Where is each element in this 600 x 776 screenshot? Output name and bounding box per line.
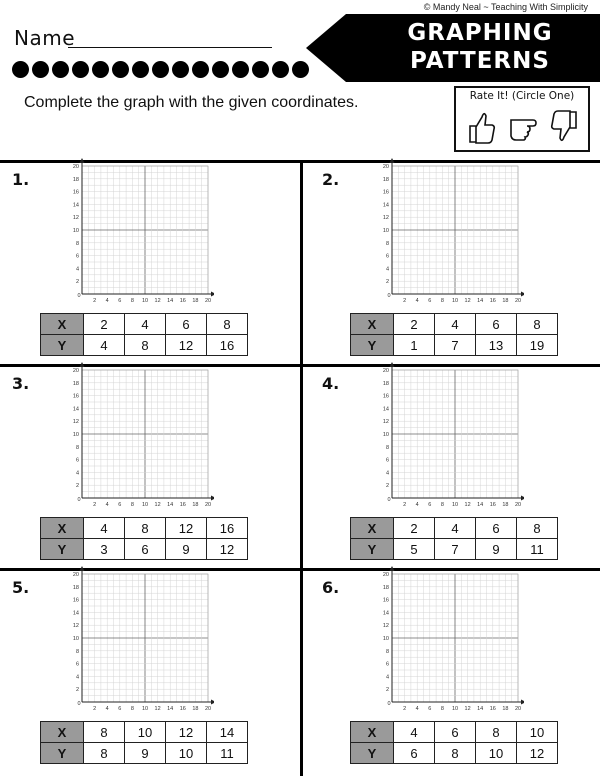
table-header-x: X (41, 314, 84, 335)
coordinate-table (350, 721, 558, 764)
table-row (351, 335, 558, 356)
y-tick-label: 8 (75, 240, 79, 247)
x-tick-label: 0 (77, 293, 81, 299)
problem-number: 3. (12, 374, 30, 393)
coordinate-table (350, 517, 558, 560)
table-cell-y: 5 (394, 539, 435, 560)
dot (192, 61, 209, 78)
x-tick-label: 2 (93, 502, 97, 508)
table-cell-x: 4 (435, 518, 476, 539)
dot (72, 61, 89, 78)
table-row (41, 539, 248, 560)
table-row (351, 539, 558, 560)
problem-number: 2. (322, 170, 340, 189)
y-tick-label: 12 (72, 419, 79, 426)
x-tick-label: 8 (130, 502, 134, 508)
x-tick-label: 16 (179, 298, 186, 304)
y-tick-label: 2 (75, 279, 79, 286)
table-cell-x: 8 (517, 314, 558, 335)
y-tick-label: 4 (385, 674, 389, 681)
x-tick-label: 14 (167, 706, 174, 712)
table-cell-x: 4 (125, 314, 166, 335)
dot (232, 61, 249, 78)
dot (112, 61, 129, 78)
dot (152, 61, 169, 78)
copyright-text: © Mandy Neal ~ Teaching With Simplicity (423, 2, 588, 12)
table-row (351, 314, 558, 335)
table-cell-x: 6 (166, 314, 207, 335)
y-tick-label: 16 (382, 597, 389, 604)
table-cell-x: 16 (207, 518, 248, 539)
x-tick-label: 10 (451, 502, 459, 508)
y-tick-label: 8 (385, 240, 389, 247)
table-cell-y: 9 (476, 539, 517, 560)
x-tick-label: 2 (403, 706, 407, 712)
y-tick-label: 12 (382, 215, 389, 222)
y-tick-label: 2 (75, 687, 79, 694)
x-tick-label: 8 (440, 502, 444, 508)
y-tick-label: 12 (72, 215, 79, 222)
table-cell-x: 8 (207, 314, 248, 335)
dot (212, 61, 229, 78)
y-tick-label: 12 (382, 623, 389, 630)
y-tick-label: 14 (72, 610, 79, 617)
x-tick-label: 0 (77, 701, 81, 707)
y-tick-label: 20 (72, 572, 79, 578)
table-cell-y: 16 (207, 335, 248, 356)
x-tick-label: 8 (440, 298, 444, 304)
x-tick-label: 12 (154, 502, 161, 508)
y-tick-label: 14 (382, 202, 389, 209)
table-cell-y: 4 (84, 335, 125, 356)
x-tick-label: 0 (387, 497, 391, 503)
y-tick-label: 18 (72, 176, 79, 183)
dot (172, 61, 189, 78)
coordinate-grid[interactable] (374, 362, 524, 508)
x-tick-label: 4 (105, 502, 109, 508)
y-tick-label: 10 (72, 636, 79, 642)
x-tick-label: 16 (489, 706, 496, 712)
y-tick-label: 4 (385, 470, 389, 477)
y-tick-label: 10 (382, 228, 389, 234)
x-tick-label: 14 (477, 502, 484, 508)
y-tick-label: 14 (72, 406, 79, 413)
y-tick-label: 14 (72, 202, 79, 209)
y-tick-label: 12 (382, 419, 389, 426)
x-tick-label: 12 (464, 502, 471, 508)
table-row (41, 722, 248, 743)
name-label: Name (14, 26, 76, 50)
x-tick-label: 16 (179, 502, 186, 508)
table-cell-x: 4 (394, 722, 435, 743)
table-cell-y: 7 (435, 335, 476, 356)
table-cell-y: 11 (517, 539, 558, 560)
y-tick-label: 18 (382, 380, 389, 387)
table-cell-x: 6 (476, 518, 517, 539)
x-tick-label: 6 (428, 706, 432, 712)
x-tick-label: 4 (105, 706, 109, 712)
x-tick-label: 16 (179, 706, 186, 712)
x-tick-label: 4 (415, 502, 419, 508)
table-row (41, 335, 248, 356)
table-cell-y: 12 (207, 539, 248, 560)
dot (32, 61, 49, 78)
dot (132, 61, 149, 78)
x-tick-label: 14 (167, 298, 174, 304)
problem-number: 6. (322, 578, 340, 597)
x-tick-label: 16 (489, 502, 496, 508)
y-tick-label: 10 (72, 228, 79, 234)
table-row (41, 518, 248, 539)
table-header-y: Y (41, 539, 84, 560)
x-tick-label: 16 (489, 298, 496, 304)
table-cell-x: 10 (517, 722, 558, 743)
x-tick-label: 20 (514, 502, 522, 508)
table-cell-y: 13 (476, 335, 517, 356)
y-tick-label: 2 (75, 483, 79, 490)
y-tick-label: 4 (385, 266, 389, 273)
x-tick-label: 18 (192, 706, 199, 712)
x-tick-label: 10 (451, 298, 459, 304)
y-tick-label: 14 (382, 610, 389, 617)
table-cell-x: 8 (125, 518, 166, 539)
x-tick-label: 4 (105, 298, 109, 304)
x-tick-label: 6 (118, 706, 122, 712)
x-tick-label: 20 (204, 502, 212, 508)
y-tick-label: 10 (382, 636, 389, 642)
y-tick-label: 4 (75, 266, 79, 273)
x-tick-label: 0 (387, 293, 391, 299)
x-tick-label: 8 (440, 706, 444, 712)
rating-box (454, 86, 590, 152)
table-cell-y: 3 (84, 539, 125, 560)
title-line-1: GRAPHING (407, 20, 553, 46)
thumbs-down-icon[interactable] (550, 108, 580, 146)
dot (12, 61, 29, 78)
table-cell-y: 12 (517, 743, 558, 764)
y-tick-label: 10 (382, 432, 389, 438)
x-tick-label: 12 (154, 706, 161, 712)
table-cell-y: 1 (394, 335, 435, 356)
x-tick-label: 8 (130, 706, 134, 712)
y-tick-label: 20 (72, 368, 79, 374)
y-tick-label: 2 (385, 687, 389, 694)
table-cell-y: 9 (166, 539, 207, 560)
y-tick-label: 16 (382, 393, 389, 400)
divider-vertical (300, 160, 303, 776)
table-row (351, 518, 558, 539)
coordinate-grid[interactable] (64, 566, 214, 712)
y-tick-label: 18 (72, 380, 79, 387)
table-header-x: X (41, 722, 84, 743)
y-tick-label: 18 (382, 584, 389, 591)
table-cell-y: 9 (125, 743, 166, 764)
coordinate-grid[interactable] (374, 158, 524, 304)
table-cell-x: 4 (435, 314, 476, 335)
y-tick-label: 16 (382, 189, 389, 196)
table-cell-y: 12 (166, 335, 207, 356)
table-cell-y: 10 (476, 743, 517, 764)
y-tick-label: 16 (72, 393, 79, 400)
x-tick-label: 10 (141, 706, 149, 712)
x-tick-label: 18 (502, 298, 509, 304)
table-cell-x: 6 (476, 314, 517, 335)
x-tick-label: 18 (192, 502, 199, 508)
y-tick-label: 20 (382, 572, 389, 578)
y-tick-label: 10 (72, 432, 79, 438)
table-header-x: X (41, 518, 84, 539)
x-tick-label: 12 (464, 298, 471, 304)
title-line-2: PATTERNS (410, 48, 550, 74)
table-header-x: X (351, 722, 394, 743)
table-cell-x: 10 (125, 722, 166, 743)
rating-label: Rate It! (Circle One) (469, 90, 575, 102)
y-tick-label: 16 (72, 189, 79, 196)
x-tick-label: 2 (93, 706, 97, 712)
x-tick-label: 18 (502, 502, 509, 508)
thumbs-up-icon[interactable] (466, 108, 496, 146)
y-tick-label: 20 (72, 164, 79, 170)
x-tick-label: 6 (428, 502, 432, 508)
y-tick-label: 16 (72, 597, 79, 604)
table-cell-x: 8 (84, 722, 125, 743)
table-header-y: Y (351, 335, 394, 356)
problem-number: 4. (322, 374, 340, 393)
y-tick-label: 2 (385, 483, 389, 490)
y-tick-label: 6 (75, 661, 79, 668)
x-tick-label: 2 (403, 502, 407, 508)
table-cell-x: 2 (84, 314, 125, 335)
table-cell-y: 8 (84, 743, 125, 764)
dot (252, 61, 269, 78)
x-tick-label: 20 (204, 706, 212, 712)
problem-number: 5. (12, 578, 30, 597)
x-tick-label: 6 (118, 298, 122, 304)
x-tick-label: 8 (130, 298, 134, 304)
x-tick-label: 2 (93, 298, 97, 304)
dot (52, 61, 69, 78)
table-cell-y: 19 (517, 335, 558, 356)
x-tick-label: 14 (477, 298, 484, 304)
table-header-y: Y (41, 335, 84, 356)
y-tick-label: 18 (72, 584, 79, 591)
y-tick-label: 8 (75, 444, 79, 451)
table-cell-x: 12 (166, 722, 207, 743)
coordinate-grid[interactable] (374, 566, 524, 712)
table-cell-x: 2 (394, 518, 435, 539)
table-cell-y: 6 (125, 539, 166, 560)
x-tick-label: 18 (192, 298, 199, 304)
x-tick-label: 2 (403, 298, 407, 304)
x-tick-label: 10 (141, 502, 149, 508)
y-tick-label: 6 (385, 661, 389, 668)
table-cell-x: 12 (166, 518, 207, 539)
table-cell-x: 2 (394, 314, 435, 335)
coordinate-table (40, 517, 248, 560)
table-cell-x: 4 (84, 518, 125, 539)
instructions: Complete the graph with the given coordinates. (24, 94, 359, 111)
table-cell-y: 10 (166, 743, 207, 764)
dot (92, 61, 109, 78)
problem-number: 1. (12, 170, 30, 189)
x-tick-label: 20 (204, 298, 212, 304)
y-tick-label: 4 (75, 674, 79, 681)
y-tick-label: 6 (75, 457, 79, 464)
dot (272, 61, 289, 78)
x-tick-label: 10 (141, 298, 149, 304)
coordinate-grid[interactable] (64, 362, 214, 508)
table-header-y: Y (351, 539, 394, 560)
x-tick-label: 20 (514, 298, 522, 304)
y-tick-label: 4 (75, 470, 79, 477)
table-row (351, 743, 558, 764)
y-tick-label: 8 (385, 648, 389, 655)
table-cell-y: 6 (394, 743, 435, 764)
x-tick-label: 12 (464, 706, 471, 712)
x-tick-label: 6 (118, 502, 122, 508)
y-tick-label: 20 (382, 164, 389, 170)
table-header-x: X (351, 518, 394, 539)
y-tick-label: 14 (382, 406, 389, 413)
table-cell-x: 8 (517, 518, 558, 539)
x-tick-label: 18 (502, 706, 509, 712)
table-row (41, 314, 248, 335)
table-cell-y: 11 (207, 743, 248, 764)
x-tick-label: 14 (167, 502, 174, 508)
decorative-dots (12, 61, 309, 78)
y-tick-label: 8 (385, 444, 389, 451)
x-tick-label: 4 (415, 706, 419, 712)
coordinate-table (40, 721, 248, 764)
y-tick-label: 6 (75, 253, 79, 260)
x-tick-label: 0 (77, 497, 81, 503)
x-tick-label: 6 (428, 298, 432, 304)
coordinate-grid[interactable] (64, 158, 214, 304)
table-header-y: Y (41, 743, 84, 764)
thumbs-sideways-icon[interactable] (508, 108, 538, 146)
y-tick-label: 2 (385, 279, 389, 286)
x-tick-label: 14 (477, 706, 484, 712)
coordinate-table (40, 313, 248, 356)
table-cell-x: 14 (207, 722, 248, 743)
x-tick-label: 0 (387, 701, 391, 707)
x-tick-label: 10 (451, 706, 459, 712)
table-cell-x: 6 (435, 722, 476, 743)
x-tick-label: 12 (154, 298, 161, 304)
coordinate-table (350, 313, 558, 356)
table-cell-x: 8 (476, 722, 517, 743)
x-tick-label: 4 (415, 298, 419, 304)
y-tick-label: 6 (385, 457, 389, 464)
table-header-y: Y (351, 743, 394, 764)
table-header-x: X (351, 314, 394, 335)
table-row (351, 722, 558, 743)
y-tick-label: 20 (382, 368, 389, 374)
table-cell-y: 8 (435, 743, 476, 764)
y-tick-label: 12 (72, 623, 79, 630)
table-row (41, 743, 248, 764)
y-tick-label: 8 (75, 648, 79, 655)
x-tick-label: 20 (514, 706, 522, 712)
y-tick-label: 18 (382, 176, 389, 183)
table-cell-y: 8 (125, 335, 166, 356)
y-tick-label: 6 (385, 253, 389, 260)
table-cell-y: 7 (435, 539, 476, 560)
name-line[interactable] (68, 47, 272, 48)
